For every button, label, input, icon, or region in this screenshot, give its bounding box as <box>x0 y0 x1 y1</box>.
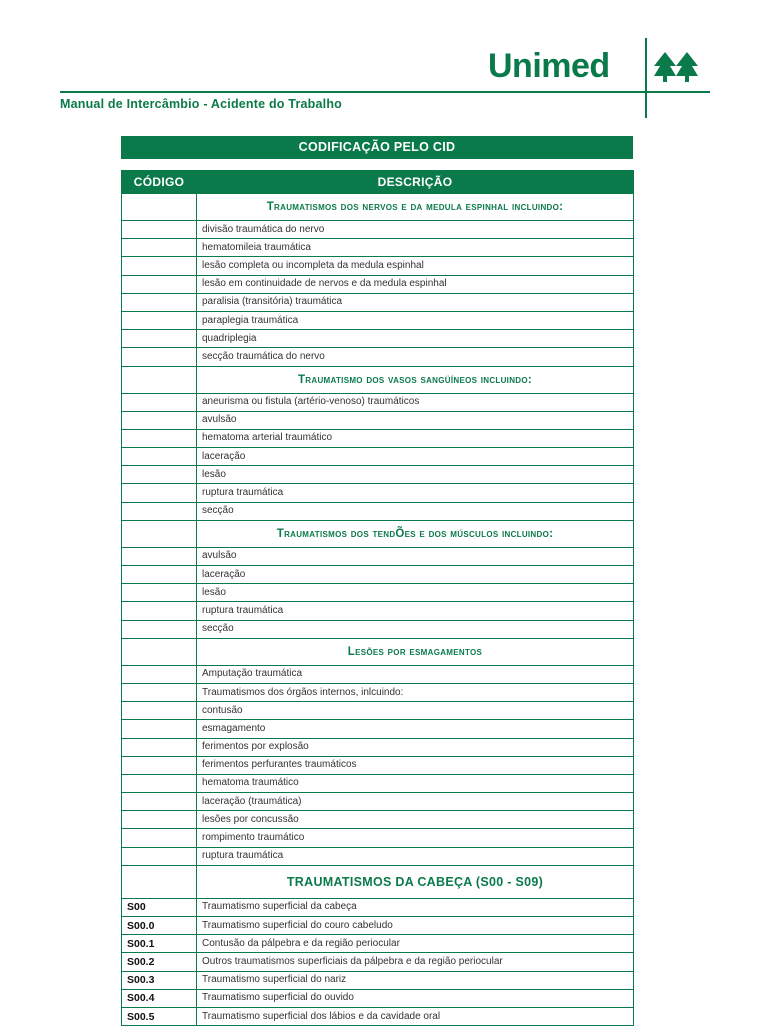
table-row <box>122 898 634 916</box>
table-row <box>122 502 634 520</box>
table-row <box>122 665 634 683</box>
description-cell: hematomileia traumática <box>197 239 634 257</box>
code-cell <box>122 811 197 829</box>
description-cell: secção traumática do nervo <box>197 348 634 366</box>
code-cell <box>122 547 197 565</box>
description-cell: secção <box>197 502 634 520</box>
table-group-header-row <box>122 366 634 393</box>
description-cell: divisão traumática do nervo <box>197 221 634 239</box>
table-row <box>122 293 634 311</box>
code-cell <box>122 466 197 484</box>
code-cell <box>122 520 197 547</box>
description-cell: secção <box>197 620 634 638</box>
table-row <box>122 566 634 584</box>
column-header-code: CÓDIGO <box>122 171 197 194</box>
code-cell: S00 <box>122 898 197 916</box>
description-cell: ruptura traumática <box>197 602 634 620</box>
description-cell: Amputação traumática <box>197 665 634 683</box>
table-row <box>122 917 634 935</box>
description-cell: laceração (traumática) <box>197 793 634 811</box>
code-cell <box>122 257 197 275</box>
code-cell <box>122 602 197 620</box>
table-row <box>122 429 634 447</box>
table-row <box>122 602 634 620</box>
table-row <box>122 720 634 738</box>
description-cell: hematoma arterial traumático <box>197 429 634 447</box>
code-cell <box>122 829 197 847</box>
code-cell <box>122 638 197 665</box>
table-group-header-row <box>122 520 634 547</box>
code-cell <box>122 756 197 774</box>
code-cell <box>122 293 197 311</box>
table-row <box>122 239 634 257</box>
code-cell: S00.5 <box>122 1007 197 1025</box>
document-title: Manual de Intercâmbio - Acidente do Trabalho <box>60 97 342 111</box>
description-cell: paralisia (transitória) traumática <box>197 293 634 311</box>
table-row <box>122 971 634 989</box>
code-cell <box>122 411 197 429</box>
code-cell <box>122 683 197 701</box>
code-cell <box>122 620 197 638</box>
table-row <box>122 547 634 565</box>
table-group-header-row <box>122 194 634 221</box>
description-cell: Traumatismo superficial da cabeça <box>197 898 634 916</box>
logo-divider <box>645 38 647 118</box>
description-cell: hematoma traumático <box>197 774 634 792</box>
table-row <box>122 953 634 971</box>
code-cell <box>122 429 197 447</box>
code-cell <box>122 275 197 293</box>
code-cell <box>122 774 197 792</box>
table-body <box>122 194 634 1026</box>
code-cell <box>122 847 197 865</box>
group-header-cell: Traumatismos dos tendÕes e dos músculos incluindo: <box>197 520 634 547</box>
description-cell: lesão <box>197 584 634 602</box>
table-row <box>122 738 634 756</box>
description-cell: lesões por concussão <box>197 811 634 829</box>
description-cell: aneurisma ou fistula (artério-venoso) traumáticos <box>197 393 634 411</box>
column-header-description: DESCRIÇÃO <box>197 171 634 194</box>
description-cell: Traumatismo superficial do couro cabeludo <box>197 917 634 935</box>
code-cell <box>122 366 197 393</box>
code-cell <box>122 194 197 221</box>
description-cell: rompimento traumático <box>197 829 634 847</box>
code-cell <box>122 566 197 584</box>
table-row <box>122 620 634 638</box>
description-cell: Outros traumatismos superficiais da pálpebra e da região periocular <box>197 953 634 971</box>
table-row <box>122 702 634 720</box>
table-row <box>122 466 634 484</box>
code-cell <box>122 348 197 366</box>
table-row <box>122 774 634 792</box>
table-row <box>122 311 634 329</box>
code-cell: S00.2 <box>122 953 197 971</box>
table-row <box>122 448 634 466</box>
description-cell: quadriplegia <box>197 330 634 348</box>
code-cell: S00.4 <box>122 989 197 1007</box>
group-header-cell: Traumatismo dos vasos sangüíneos incluindo: <box>197 366 634 393</box>
code-cell <box>122 502 197 520</box>
code-cell <box>122 393 197 411</box>
description-cell: paraplegia traumática <box>197 311 634 329</box>
description-cell: Traumatismos dos órgãos internos, inlcuindo: <box>197 683 634 701</box>
description-cell: avulsão <box>197 547 634 565</box>
table-row <box>122 221 634 239</box>
header-rule <box>60 91 710 93</box>
code-cell <box>122 865 197 898</box>
code-cell <box>122 448 197 466</box>
table-row <box>122 756 634 774</box>
description-cell: Traumatismo superficial do nariz <box>197 971 634 989</box>
table-row <box>122 484 634 502</box>
table-row <box>122 811 634 829</box>
table-row <box>122 1007 634 1025</box>
table-row <box>122 584 634 602</box>
table-row <box>122 935 634 953</box>
code-cell <box>122 738 197 756</box>
description-cell: ferimentos perfurantes traumáticos <box>197 756 634 774</box>
description-cell: ruptura traumática <box>197 484 634 502</box>
table-row <box>122 330 634 348</box>
code-cell <box>122 584 197 602</box>
code-cell: S00.3 <box>122 971 197 989</box>
table-row <box>122 411 634 429</box>
cid-table <box>121 170 634 1026</box>
code-cell <box>122 793 197 811</box>
code-cell <box>122 720 197 738</box>
description-cell: laceração <box>197 448 634 466</box>
description-cell: contusão <box>197 702 634 720</box>
table-row <box>122 847 634 865</box>
description-cell: laceração <box>197 566 634 584</box>
table-row <box>122 275 634 293</box>
description-cell: Traumatismo superficial dos lábios e da cavidade oral <box>197 1007 634 1025</box>
table-row <box>122 683 634 701</box>
table-group-header-row <box>122 865 634 898</box>
section-banner: CODIFICAÇÃO PELO CID <box>121 136 633 159</box>
description-cell: ruptura traumática <box>197 847 634 865</box>
table-row <box>122 348 634 366</box>
code-cell <box>122 665 197 683</box>
group-header-cell: TRAUMATISMOS DA CABEÇA (S00 - S09) <box>197 865 634 898</box>
table-row <box>122 793 634 811</box>
description-cell: lesão <box>197 466 634 484</box>
code-cell: S00.1 <box>122 935 197 953</box>
table-row <box>122 989 634 1007</box>
group-header-cell: Lesões por esmagamentos <box>197 638 634 665</box>
code-cell <box>122 221 197 239</box>
group-header-cell: Traumatismos dos nervos e da medula espinhal incluindo: <box>197 194 634 221</box>
table-row <box>122 829 634 847</box>
description-cell: esmagamento <box>197 720 634 738</box>
description-cell: Traumatismo superficial do ouvido <box>197 989 634 1007</box>
logo-wordmark: Unimed <box>488 47 610 85</box>
code-cell: S00.0 <box>122 917 197 935</box>
description-cell: avulsão <box>197 411 634 429</box>
code-cell <box>122 311 197 329</box>
description-cell: ferimentos por explosão <box>197 738 634 756</box>
description-cell: lesão em continuidade de nervos e da medula espinhal <box>197 275 634 293</box>
table-row <box>122 393 634 411</box>
description-cell: lesão completa ou incompleta da medula espinhal <box>197 257 634 275</box>
code-cell <box>122 484 197 502</box>
description-cell: Contusão da pálpebra e da região periocular <box>197 935 634 953</box>
code-cell <box>122 330 197 348</box>
code-cell <box>122 702 197 720</box>
table-row <box>122 257 634 275</box>
table-group-header-row <box>122 638 634 665</box>
table-header-row <box>122 171 634 194</box>
code-cell <box>122 239 197 257</box>
unimed-tree-icon <box>654 52 700 82</box>
